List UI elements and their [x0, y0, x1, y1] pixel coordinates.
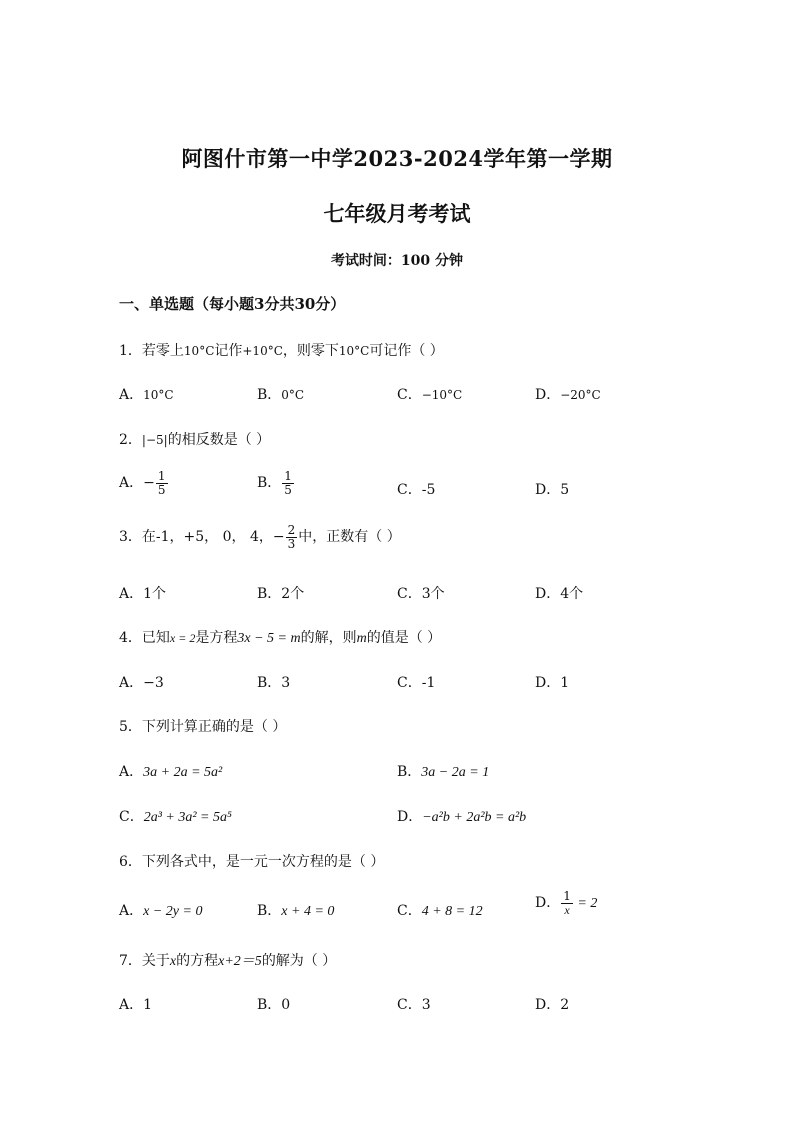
option-text: 3个	[421, 586, 445, 602]
q2-abs-value: |−5|	[141, 433, 168, 447]
option-letter: A．	[119, 586, 144, 602]
option-letter: C．	[397, 903, 422, 919]
q3-option-c[interactable]	[397, 583, 445, 603]
q6-option-d[interactable]	[535, 890, 597, 916]
q3-text-a: 3．在-1，+5， 0， 4，	[119, 529, 273, 546]
q7-option-a[interactable]	[119, 994, 152, 1014]
q1-option-d[interactable]	[535, 384, 601, 404]
option-text: 4 + 8 = 12	[421, 904, 483, 919]
exam-time: 考试时间：100 分钟	[330, 253, 464, 269]
option-sign: −	[143, 475, 155, 492]
option-text: 3a − 2a = 1	[421, 765, 490, 780]
option-text: 3	[421, 997, 431, 1013]
q2-option-b[interactable]	[257, 470, 295, 496]
q3-sign: −	[272, 529, 285, 546]
option-text: -5	[421, 482, 436, 498]
question-3	[119, 524, 401, 550]
numerator: 1	[563, 889, 571, 903]
denominator: x	[564, 902, 570, 917]
option-text: −3	[143, 675, 164, 691]
option-letter: D．	[535, 482, 561, 498]
q7-option-d[interactable]	[535, 994, 569, 1014]
q1-text-c: ，则零下	[282, 343, 339, 359]
q5-option-b[interactable]	[397, 761, 489, 781]
q4-text-d: 的值是（ ）	[366, 630, 442, 646]
fraction	[282, 470, 294, 496]
denominator: 5	[284, 482, 292, 497]
option-letter: B．	[257, 475, 282, 492]
q1-option-a[interactable]	[119, 384, 174, 404]
q1-option-b[interactable]	[257, 384, 304, 404]
q4-option-d[interactable]	[535, 672, 569, 692]
q4-text-c: 的解，则	[300, 630, 357, 646]
q1-text-b: 记作	[214, 343, 243, 359]
option-letter: B．	[257, 675, 282, 691]
option-text: 2a³ + 3a² = 5a⁵	[143, 810, 232, 825]
q1-option-c[interactable]	[397, 384, 462, 404]
q7-text-a: 7．关于	[119, 953, 170, 969]
q7-option-c[interactable]	[397, 994, 431, 1014]
option-letter: D．	[535, 997, 561, 1013]
option-text: 1	[560, 675, 570, 691]
q7-text-b: 的方程	[176, 953, 219, 969]
q6-option-b[interactable]	[257, 900, 334, 920]
option-letter: D．	[397, 809, 423, 825]
option-letter: B．	[257, 586, 282, 602]
question-6	[119, 851, 384, 871]
option-text: −a²b + 2a²b = a²b	[422, 810, 527, 825]
option-letter: C．	[397, 387, 422, 403]
numerator: 1	[284, 469, 292, 483]
q4-var-m: m	[356, 631, 367, 646]
option-text: 3a + 2a = 5a²	[143, 765, 223, 780]
option-letter: A．	[119, 675, 144, 691]
q1-text-a: 1．若零上	[119, 343, 184, 359]
q4-option-a[interactable]	[119, 672, 164, 692]
q1-temp-a: 10°C	[183, 344, 215, 358]
q7-var-x: x	[169, 954, 177, 969]
option-letter: A．	[119, 997, 144, 1013]
fraction	[286, 524, 298, 550]
option-text: −20°C	[560, 388, 601, 402]
q6-option-a[interactable]	[119, 900, 202, 920]
option-text: 0°C	[281, 388, 305, 402]
option-text: 0	[281, 997, 291, 1013]
q7-option-b[interactable]	[257, 994, 290, 1014]
q2-option-c[interactable]	[397, 479, 435, 499]
q2-text: 的相反数是（ ）	[167, 432, 271, 448]
option-letter: C．	[397, 675, 422, 691]
q3-option-b[interactable]	[257, 583, 304, 603]
option-text: 1个	[143, 586, 167, 602]
option-text: 5	[560, 482, 570, 498]
q4-text-a: 4．已知	[119, 630, 170, 646]
option-letter: A．	[119, 387, 144, 403]
question-5	[119, 716, 286, 736]
q4-expr-a: x = 2	[169, 631, 196, 645]
q5-option-d[interactable]	[397, 806, 526, 826]
q7-text-c: 的解为（ ）	[261, 953, 337, 969]
option-letter: C．	[397, 997, 422, 1013]
q4-equation: 3x − 5 = m	[237, 631, 301, 646]
option-letter: A．	[119, 764, 144, 780]
numerator: 1	[157, 469, 166, 483]
option-letter: B．	[257, 997, 282, 1013]
question-4	[119, 627, 441, 647]
question-2	[119, 429, 270, 449]
q2-number: 2．	[119, 432, 142, 448]
option-text: 10°C	[143, 388, 174, 402]
denominator: 3	[287, 536, 296, 551]
option-text: x − 2y = 0	[143, 904, 203, 919]
q3-option-a[interactable]	[119, 583, 166, 603]
exam-title: 阿图什市第一中学2023-2024学年第一学期	[181, 146, 613, 171]
q5-option-a[interactable]	[119, 761, 222, 781]
q5-option-c[interactable]	[119, 806, 232, 826]
option-text: = 2	[573, 896, 598, 912]
q3-text-b: 中，正数有（ ）	[298, 529, 401, 546]
option-letter: B．	[257, 387, 282, 403]
q1-temp-c: 10°C	[338, 344, 370, 358]
option-letter: B．	[257, 903, 282, 919]
option-letter: D．	[535, 387, 561, 403]
q2-option-a[interactable]	[119, 470, 169, 496]
option-text: 2	[560, 997, 570, 1013]
option-text: -1	[421, 675, 436, 691]
q1-temp-b: +10°C	[242, 344, 283, 358]
option-letter: D．	[535, 675, 561, 691]
denominator: 5	[157, 482, 166, 497]
option-letter: B．	[397, 764, 422, 780]
option-text: 1	[143, 997, 153, 1013]
q2-option-d[interactable]	[535, 479, 569, 499]
option-text: x + 4 = 0	[281, 904, 335, 919]
fraction	[561, 890, 573, 916]
q4-option-c[interactable]	[397, 672, 435, 692]
question-7	[119, 950, 336, 970]
q6-text: 6．下列各式中，是一元一次方程的是（ ）	[119, 854, 385, 870]
option-letter: C．	[397, 586, 422, 602]
option-letter: D．	[535, 895, 561, 912]
fraction	[156, 470, 168, 496]
q4-option-b[interactable]	[257, 672, 290, 692]
q7-equation: x+2＝5	[218, 954, 262, 969]
q5-text: 5．下列计算正确的是（ ）	[119, 719, 287, 735]
option-letter: A．	[119, 903, 144, 919]
q6-option-c[interactable]	[397, 900, 483, 920]
option-letter: C．	[397, 482, 422, 498]
q3-option-d[interactable]	[535, 583, 583, 603]
question-1	[119, 340, 444, 360]
option-letter: D．	[535, 586, 561, 602]
option-text: 4个	[560, 586, 584, 602]
option-letter: C．	[119, 809, 144, 825]
option-text: 3	[281, 675, 291, 691]
option-text: −10°C	[421, 388, 463, 402]
option-text: 2个	[281, 586, 305, 602]
q4-text-b: 是方程	[195, 630, 238, 646]
numerator: 2	[287, 523, 296, 537]
q1-text-d: 可记作（ ）	[369, 343, 444, 359]
exam-subtitle: 七年级月考考试	[323, 201, 471, 226]
section-title: 一、单选题（每小题3分共30分）	[119, 295, 346, 313]
option-letter: A．	[119, 475, 144, 492]
